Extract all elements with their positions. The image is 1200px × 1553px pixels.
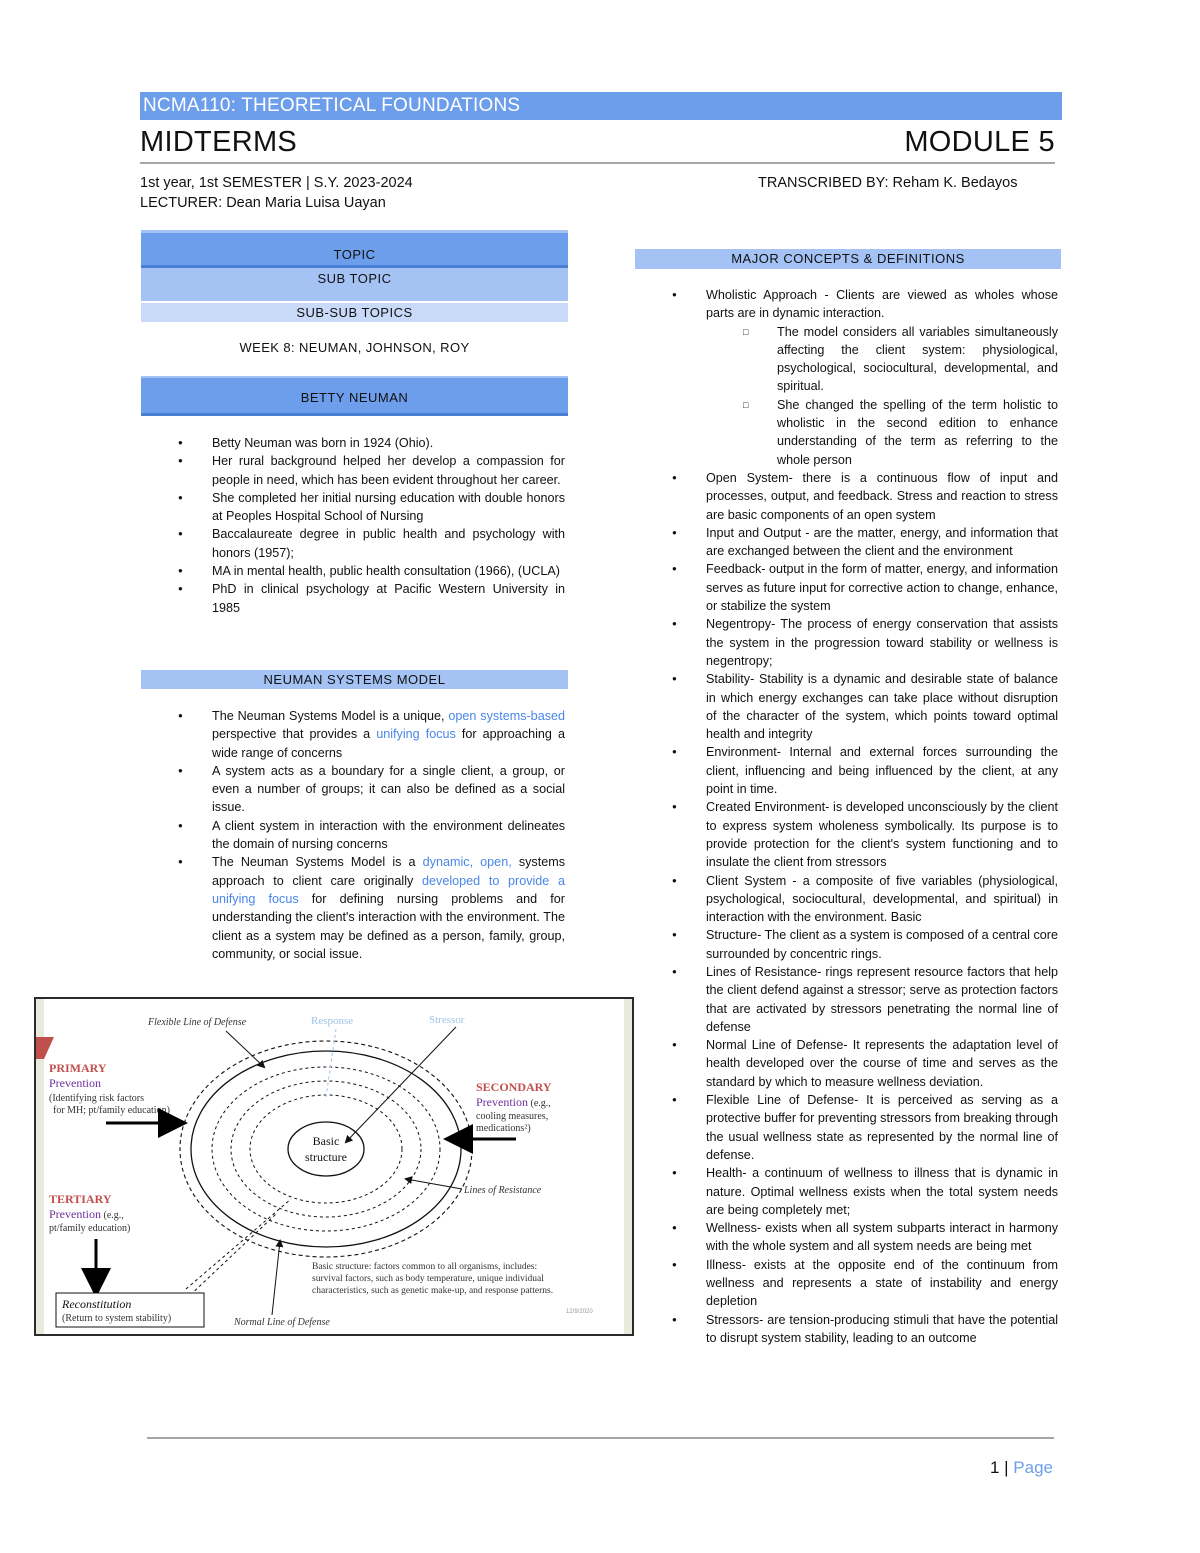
- list-item: ● Normal Line of Defense- It represents the adaptation level of health developed over the course of time and serves as the standard by which to measure wellness deviation.: [706, 1036, 1058, 1091]
- secondary-title: SECONDARY: [476, 1080, 552, 1094]
- basic-structure-note: Basic structure: factors common to all organisms, includes:: [312, 1262, 538, 1272]
- list-item: ● Open System- there is a continuous flow of input and processes, output, and feedback. Stress and reaction to stress are basic components of an open system: [706, 469, 1058, 524]
- pointer-arrow: [226, 1031, 264, 1067]
- list-item: ● Lines of Resistance- rings represent resource factors that help the client defend against a stressor; serve as protection factors that are activated by stressors penetrating the normal line of defense: [706, 963, 1058, 1036]
- list-item: ● Wholistic Approach - Clients are viewed as wholes whose parts are in dynamic interaction. □ The model considers all variables simultaneously affecting the client system: physiological, psychological, sociocultural, developmental, and spiritual. □ She changed the spelling of the term holistic to wholistic in the second edition to enhance understanding of the term as referring to the whole person: [706, 286, 1058, 469]
- slide-credit: 12/9/2020: [566, 1309, 593, 1315]
- page-number: 1 | Page: [989, 1458, 1053, 1477]
- list-item: ● Wellness- exists when all system subparts interact in harmony with the whole system and all system needs are being met: [706, 1219, 1058, 1256]
- list-item: ● Created Environment- is developed unconsciously by the client to express system wholeness symbolically. Its purpose is to provide protection for the client's system functioning and to insulate the client from stressors: [706, 798, 1058, 871]
- secondary-subtitle: Prevention (e.g.,: [476, 1095, 551, 1109]
- lines-of-resistance-label: Lines of Resistance: [464, 1185, 542, 1196]
- basic-structure-label: Basic: [312, 1134, 340, 1148]
- module-title: MODULE 5: [904, 126, 1055, 158]
- list-item: ● Betty Neuman was born in 1924 (Ohio).: [212, 434, 565, 452]
- neuman-systems-model-heading: NEUMAN SYSTEMS MODEL: [141, 670, 568, 689]
- stressor-label: Stressor: [429, 1014, 465, 1026]
- basic-structure-label: structure: [305, 1150, 347, 1164]
- pointer-arrow: [272, 1241, 280, 1315]
- reconstitution-sub: (Return to system stability): [62, 1313, 172, 1324]
- year-semester: 1st year, 1st SEMESTER | S.Y. 2023-2024: [140, 175, 413, 191]
- course-meta: [140, 173, 413, 213]
- list-item: ● The Neuman Systems Model is a dynamic, open, systems approach to client care originally developed to provide a unifying focus for defining nursing problems and for understanding the client's interaction with the environment. The client as a system may be defined as a person, family, group, community, or social issue.: [212, 853, 565, 963]
- secondary-desc: medications²): [476, 1123, 531, 1134]
- secondary-desc: cooling measures,: [476, 1111, 549, 1122]
- nsm-list: [212, 707, 565, 963]
- tertiary-subtitle: Prevention (e.g.,: [49, 1207, 124, 1221]
- lecturer: LECTURER: Dean Maria Luisa Uayan: [140, 195, 386, 211]
- sub-list-item: □ The model considers all variables simultaneously affecting the client system: physiological, psychological, sociocultural, developmental, and spiritual.: [777, 323, 1058, 396]
- course-title-bar: NCMA110: THEORETICAL FOUNDATIONS: [140, 92, 1062, 120]
- transcriber: TRANSCRIBED BY: Reham K. Bedayos: [758, 175, 1018, 191]
- wholistic-sublist: [777, 323, 1058, 469]
- major-concepts-list: [706, 286, 1058, 1347]
- side-strip: [624, 999, 632, 1334]
- legend-subsubtopics: SUB-SUB TOPICS: [141, 303, 568, 322]
- response-label: Response: [311, 1015, 354, 1027]
- primary-desc: (Identifying risk factors: [49, 1093, 144, 1104]
- list-item: ● Illness- exists at the opposite end of the continuum from wellness and represents a state of instability and energy depletion: [706, 1256, 1058, 1311]
- basic-structure-core: [288, 1122, 364, 1176]
- basic-structure-note: survival factors, such as body temperature, unique individual: [312, 1274, 544, 1284]
- list-item: ● MA in mental health, public health consultation (1966), (UCLA): [212, 562, 565, 580]
- list-item: ● Feedback- output in the form of matter, energy, and information serves as future input for corrective action to change, enhance, or stabilize the system: [706, 560, 1058, 615]
- reconstitution-path: [186, 1214, 276, 1299]
- list-item: ● Stability- Stability is a dynamic and desirable state of balance in which energy exchanges can take place without disruption of the character of the system, which points toward optimal health and integrity: [706, 670, 1058, 743]
- list-item: ● Flexible Line of Defense- It is perceived as serving as a protective buffer for preventing stressors from breaking through the usual wellness state as represented by the normal line of defense.: [706, 1091, 1058, 1164]
- list-item: ● The Neuman Systems Model is a unique, open systems-based perspective that provides a unifying focus for approaching a wide range of concerns: [212, 707, 565, 762]
- legend-topic: TOPIC: [141, 230, 568, 268]
- basic-structure-note: characteristics, such as genetic make-up, and response patterns.: [312, 1286, 554, 1296]
- list-item: ● Environment- Internal and external forces surrounding the client, influencing and being influenced by the client, at any point in time.: [706, 743, 1058, 798]
- list-item: ● A system acts as a boundary for a single client, a group, or even a number of groups; it can also be defined as a social issue.: [212, 762, 565, 817]
- exam-title: MIDTERMS: [140, 126, 298, 158]
- betty-neuman-heading: BETTY NEUMAN: [141, 376, 568, 416]
- footer-divider: [147, 1437, 1054, 1439]
- list-item: ● A client system in interaction with the environment delineates the domain of nursing concerns: [212, 817, 565, 854]
- list-item: ● PhD in clinical psychology at Pacific Western University in 1985: [212, 580, 565, 617]
- tertiary-title: TERTIARY: [49, 1192, 112, 1206]
- list-item: ● Baccalaureate degree in public health and psychology with honors (1957);: [212, 525, 565, 562]
- neuman-systems-model-diagram: [34, 997, 634, 1336]
- primary-subtitle: Prevention: [49, 1076, 101, 1090]
- list-item: ● She completed her initial nursing education with double honors at Peoples Hospital School of Nursing: [212, 489, 565, 526]
- reconstitution-label: Reconstitution: [62, 1297, 132, 1311]
- normal-line-label: Normal Line of Defense: [234, 1317, 330, 1328]
- primary-title: PRIMARY: [49, 1061, 107, 1075]
- diagram-svg: [36, 999, 632, 1334]
- red-marker: [36, 1037, 54, 1059]
- flexible-line-label: Flexible Line of Defense: [148, 1017, 247, 1028]
- legend-subtopic: SUB TOPIC: [141, 268, 568, 301]
- tertiary-desc: pt/family education): [49, 1223, 131, 1234]
- week-heading: WEEK 8: NEUMAN, JOHNSON, ROY: [239, 340, 470, 355]
- list-item: ● Negentropy- The process of energy conservation that assists the system in the progression toward stability or wellness is negentropy;: [706, 615, 1058, 670]
- list-item: ● Structure- The client as a system is composed of a central core surrounded by concentric rings.: [706, 926, 1058, 963]
- list-item: ● Client System - a composite of five variables (physiological, psychological, sociocultural, developmental, and spiritual) in interaction with the environment. Basic: [706, 872, 1058, 927]
- list-item: ● Health- a continuum of wellness to illness that is dynamic in nature. Optimal wellness exists when the total system needs are being completely met;: [706, 1164, 1058, 1219]
- list-item: ● Input and Output - are the matter, energy, and information that are exchanged between the client and the environment: [706, 524, 1058, 561]
- sub-list-item: □ She changed the spelling of the term holistic to wholistic in the second edition to enhance understanding of the term as referring to the whole person: [777, 396, 1058, 469]
- response-arrow: [326, 1029, 336, 1097]
- list-item: ● Her rural background helped her develop a compassion for people in need, which has been evident throughout her career.: [212, 452, 565, 489]
- title-row: [140, 124, 1055, 164]
- primary-desc: for MH; pt/family education): [53, 1105, 170, 1116]
- major-concepts-heading: MAJOR CONCEPTS & DEFINITIONS: [635, 249, 1061, 269]
- betty-bio-list: [212, 434, 565, 617]
- list-item: ● Stressors- are tension-producing stimuli that have the potential to disrupt system stability, leading to an outcome: [706, 1311, 1058, 1348]
- reconstitution-path: [186, 1199, 291, 1289]
